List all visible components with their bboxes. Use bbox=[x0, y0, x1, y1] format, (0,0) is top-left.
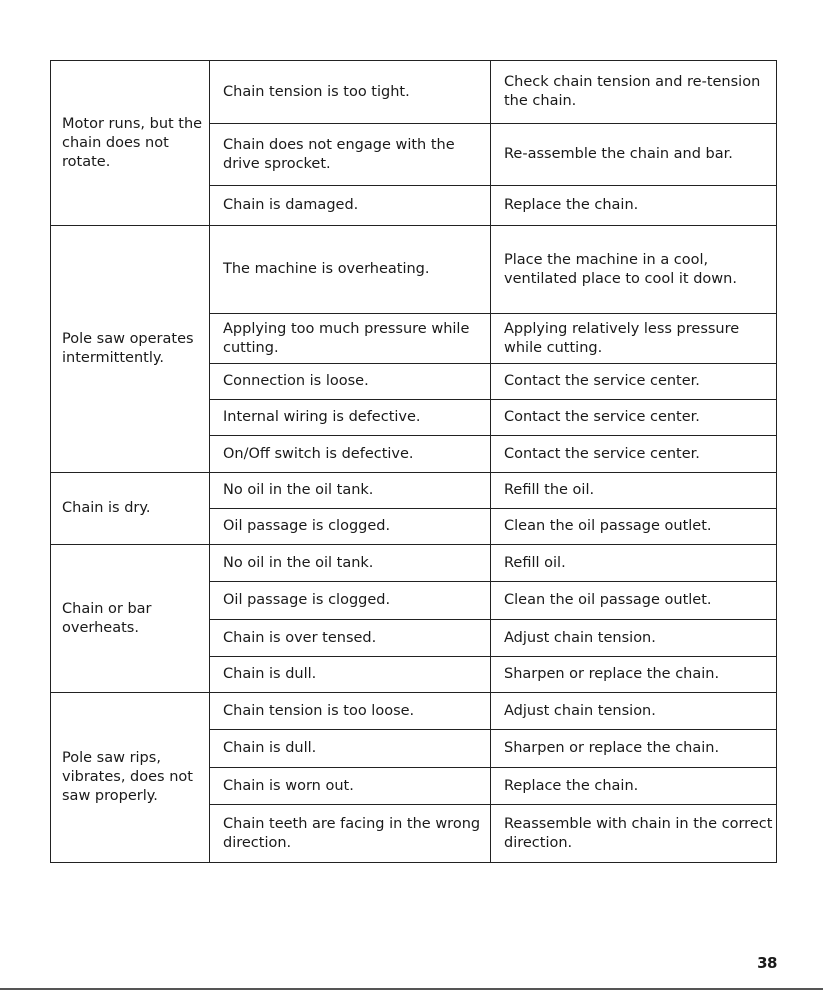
cause-cell: Chain tension is too loose. bbox=[210, 693, 491, 730]
problem-cell: Chain or bar overheats. bbox=[51, 545, 210, 693]
solution-cell: Sharpen or replace the chain. bbox=[491, 657, 777, 693]
cause-cell: Chain teeth are facing in the wrong direction. bbox=[210, 805, 491, 863]
cause-cell: Oil passage is clogged. bbox=[210, 509, 491, 545]
table-row bbox=[51, 226, 777, 314]
solution-cell: Replace the chain. bbox=[491, 768, 777, 805]
cause-cell: Chain is over tensed. bbox=[210, 620, 491, 657]
solution-cell: Applying relatively less pressure while cutting. bbox=[491, 314, 777, 364]
table-row bbox=[51, 61, 777, 124]
table-row bbox=[51, 545, 777, 582]
problem-cell: Chain is dry. bbox=[51, 473, 210, 545]
cause-cell: Connection is loose. bbox=[210, 364, 491, 400]
cause-cell: Chain is damaged. bbox=[210, 186, 491, 226]
solution-cell: Adjust chain tension. bbox=[491, 620, 777, 657]
problem-cell: Pole saw operates intermittently. bbox=[51, 226, 210, 473]
solution-cell: Sharpen or replace the chain. bbox=[491, 730, 777, 768]
cause-cell: No oil in the oil tank. bbox=[210, 545, 491, 582]
problem-cell: Pole saw rips, vibrates, does not saw properly. bbox=[51, 693, 210, 863]
cause-cell: Chain is dull. bbox=[210, 730, 491, 768]
solution-cell: Contact the service center. bbox=[491, 436, 777, 473]
page-number: 38 bbox=[757, 954, 777, 972]
solution-cell: Clean the oil passage outlet. bbox=[491, 509, 777, 545]
cause-cell: Chain tension is too tight. bbox=[210, 61, 491, 124]
solution-cell: Re-assemble the chain and bar. bbox=[491, 124, 777, 186]
solution-cell: Clean the oil passage outlet. bbox=[491, 582, 777, 620]
cause-cell: Chain does not engage with the drive sprocket. bbox=[210, 124, 491, 186]
troubleshooting-table bbox=[50, 60, 777, 863]
cause-cell: Internal wiring is defective. bbox=[210, 400, 491, 436]
table-row bbox=[51, 473, 777, 509]
solution-cell: Reassemble with chain in the correct direction. bbox=[491, 805, 777, 863]
cause-cell: Oil passage is clogged. bbox=[210, 582, 491, 620]
cause-cell: Chain is worn out. bbox=[210, 768, 491, 805]
solution-cell: Adjust chain tension. bbox=[491, 693, 777, 730]
troubleshooting-table-body bbox=[51, 61, 777, 863]
solution-cell: Replace the chain. bbox=[491, 186, 777, 226]
solution-cell: Refill the oil. bbox=[491, 473, 777, 509]
solution-cell: Contact the service center. bbox=[491, 400, 777, 436]
solution-cell: Check chain tension and re-tension the chain. bbox=[491, 61, 777, 124]
table-row bbox=[51, 693, 777, 730]
bottom-divider bbox=[0, 988, 823, 990]
cause-cell: On/Off switch is defective. bbox=[210, 436, 491, 473]
cause-cell: No oil in the oil tank. bbox=[210, 473, 491, 509]
solution-cell: Place the machine in a cool, ventilated place to cool it down. bbox=[491, 226, 777, 314]
cause-cell: The machine is overheating. bbox=[210, 226, 491, 314]
cause-cell: Applying too much pressure while cutting. bbox=[210, 314, 491, 364]
solution-cell: Refill oil. bbox=[491, 545, 777, 582]
problem-cell: Motor runs, but the chain does not rotate. bbox=[51, 61, 210, 226]
solution-cell: Contact the service center. bbox=[491, 364, 777, 400]
cause-cell: Chain is dull. bbox=[210, 657, 491, 693]
